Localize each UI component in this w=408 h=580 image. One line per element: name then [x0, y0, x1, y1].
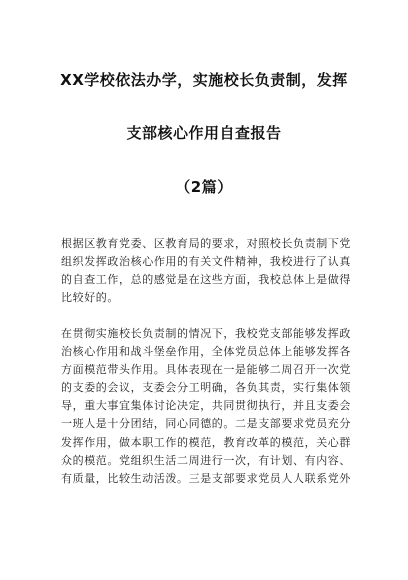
paragraph-2-line: 一班人是十分团结，同心同德的。二是支部要求党员充分	[61, 417, 351, 431]
document-title-line-2: 支部核心作用自查报告	[126, 124, 282, 142]
paragraph-1-line: 的自查工作，总的感觉是在这些方面，我校总体上是做得	[61, 273, 351, 287]
paragraph-2-line: 导，重大事宜集体讨论决定，共同贯彻执行，并且支委会	[61, 399, 351, 413]
paragraph-1-line: 比较好的。	[61, 291, 119, 305]
paragraph-2-line: 的支委的会议，支委会分工明确，各负其责，实行集体领	[61, 381, 351, 395]
paragraph-2-line: 众的模范。党组织生活二周进行一次，有计划、有内容、	[61, 453, 351, 467]
paragraph-2-line: 方面模范带头作用。具体表现在一是能够二周召开一次党	[61, 363, 351, 377]
document-subtitle: （2篇）	[175, 178, 233, 196]
paragraph-2-line: 有质量，比较生动活泼。三是支部要求党员人人联系党外	[61, 471, 351, 485]
paragraph-1-line: 根据区教育党委、区教育局的要求，对照校长负责制下党	[61, 237, 351, 250]
paragraph-2	[61, 325, 351, 488]
paragraph-1-line: 组织发挥政治核心作用的有关文件精神，我校进行了认真	[61, 255, 351, 269]
document-title-line-1: XX学校依法办学，实施校长负责制，发挥	[60, 71, 348, 89]
paragraph-2-line: 在贯彻实施校长负责制的情况下，我校党支部能够发挥政	[61, 327, 351, 340]
paragraph-2-line: 发挥作用，做本职工作的模范，教育改革的模范，关心群	[61, 435, 351, 449]
paragraph-1	[61, 235, 351, 307]
paragraph-2-line: 治核心作用和战斗堡垒作用，全体党员总体上能够发挥各	[61, 345, 351, 359]
